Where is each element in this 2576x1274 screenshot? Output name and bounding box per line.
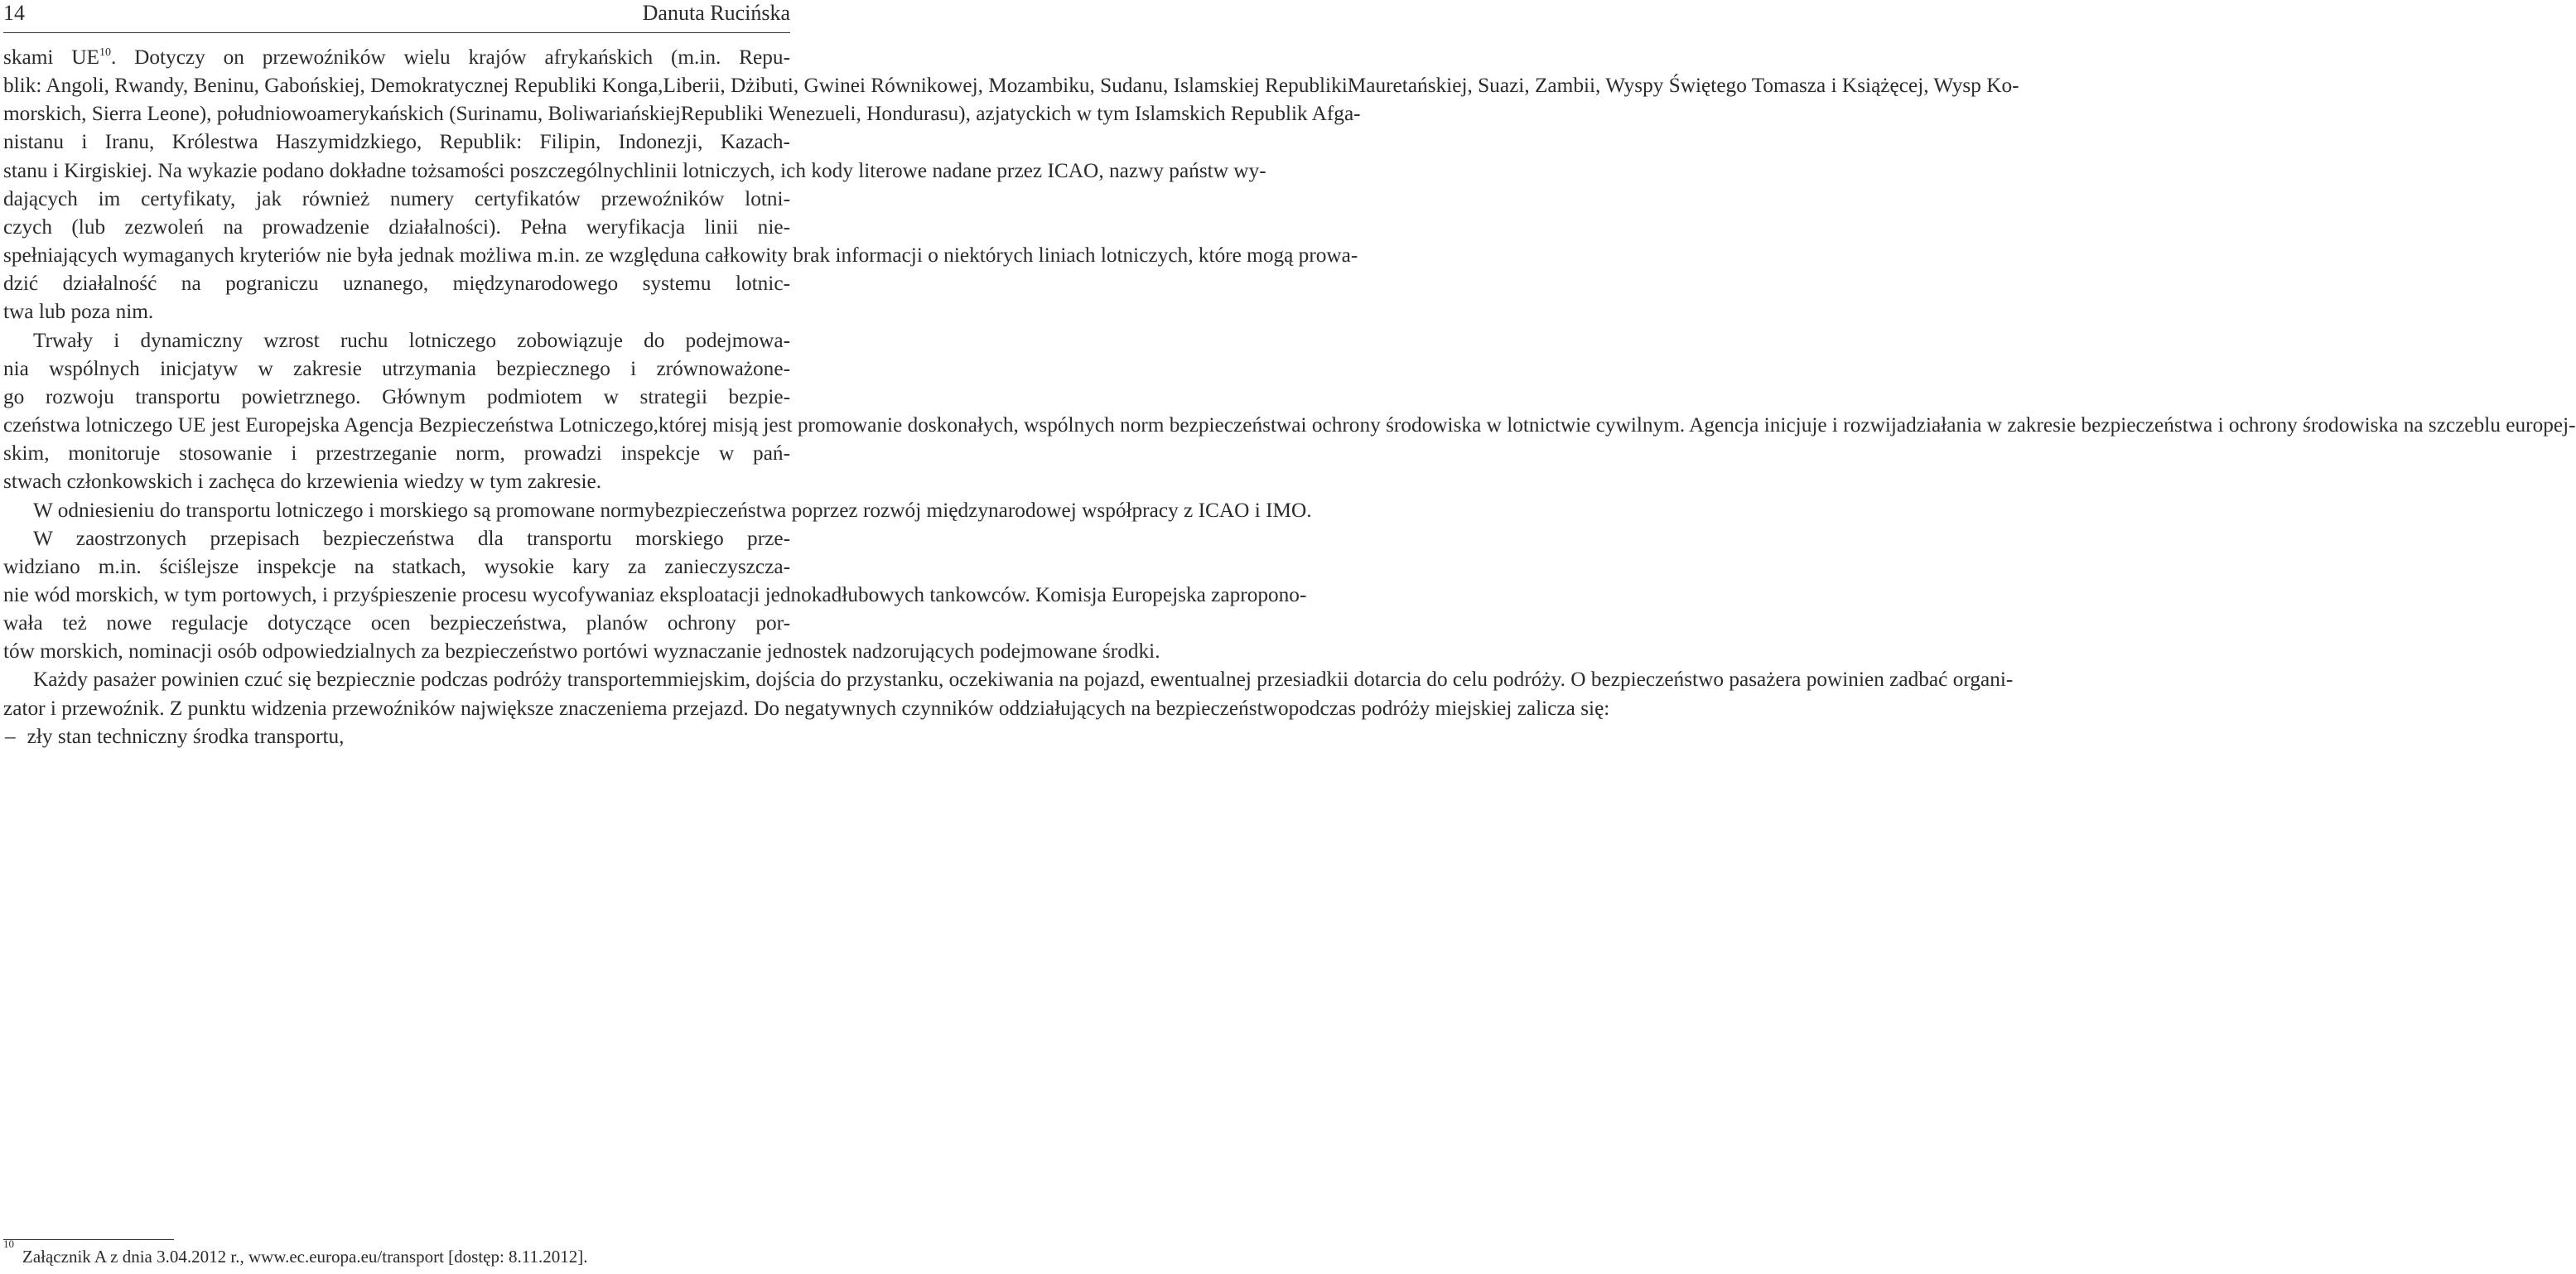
paragraph (3, 665, 2014, 721)
text-line: Mauretańskiej, Suazi, Zambii, Wyspy Świętego Tomasza i Książęcej, Wysp Ko- (1347, 74, 2019, 98)
footnote-text: Załącznik A z dnia 3.04.2012 r., www.ec.europa.eu/transport [dostęp: 8.11.2012]. (22, 1247, 588, 1267)
text-line: Republiki Wenezueli, Hondurasu), azjatyckich w tym Islamskich Republik Afga- (680, 102, 1361, 126)
paragraph (3, 43, 2019, 326)
text-line: na całkowity brak informacji o niektórych liniach lotniczych, które mogą prowa- (679, 244, 1358, 268)
text-line: z eksploatacji jednokadłubowych tankowców. Komisja Europejska zapropono- (644, 582, 1307, 606)
text-line: miejskim, dojścia do przystanku, oczekiwania na pojazd, ewentualnej przesiadki (667, 668, 1343, 692)
list-item (3, 722, 790, 750)
text-line: dzić działalność na pograniczu uznanego, międzynarodowego systemu lotnic- (3, 272, 790, 296)
text-line: dających im certyfikaty, jak również numery certyfikatów przewoźników lotni- (3, 186, 790, 210)
text-line: i dotarcia do celu podróży. O bezpieczeństwo pasażera powinien zadbać organi- (1343, 668, 2014, 692)
text-line: podczas podróży miejskiej zalicza się: (1288, 696, 1610, 720)
running-header (3, 0, 790, 33)
footnote-reference: 10 (99, 46, 111, 59)
text-line: Każdy pasażer powinien czuć się bezpiecznie podczas podróży transportem (33, 668, 668, 692)
footnote-divider (3, 1239, 174, 1240)
text-line: blik: Angoli, Rwandy, Beninu, Gabońskiej, Demokratycznej Republiki Konga, (3, 74, 663, 98)
text-line: stanu i Kirgiskiej. Na wykazie podano dokładne tożsamości poszczególnych (3, 158, 644, 182)
text-line: działania w zakresie bezpieczeństwa i ochrony środowiska na szczeblu europej- (1906, 413, 2576, 437)
text-line: stwach członkowskich i zachęca do krzewienia wiedzy w tym zakresie. (3, 470, 602, 494)
footnote-number: 10 (3, 1238, 14, 1250)
text-line: linii lotniczych, ich kody literowe nadane przez ICAO, nazwy państw wy- (644, 158, 1266, 182)
footnote (3, 1238, 588, 1269)
text-line: zator i przewoźnik. Z punktu widzenia przewoźników największe znaczenie (3, 696, 642, 720)
text-line: i wyznaczanie jednostek nadzorujących podejmowane środki. (642, 639, 1160, 664)
paragraph (3, 496, 1312, 524)
paragraph (3, 326, 2576, 496)
text-line: wała też nowe regulacje dotyczące ocen bezpieczeństwa, planów ochrony por- (3, 611, 790, 635)
text-fragment: . Dotyczy on przewoźników wielu krajów afrykańskich (m.in. Repu- (110, 46, 791, 69)
text-line: W odniesieniu do transportu lotniczego i morskiego są promowane normy (33, 498, 655, 522)
text-line: twa lub poza nim. (3, 300, 154, 324)
text-line: której misją jest promowanie doskonałych, wspólnych norm bezpieczeństwa (658, 413, 1301, 437)
text-line: go rozwoju transportu powietrznego. Głównym podmiotem w strategii bezpie- (3, 384, 790, 408)
text-line: Trwały i dynamiczny wzrost ruchu lotniczego zobowiązuje do podejmowa- (33, 328, 790, 352)
text-fragment: skami UE (3, 46, 99, 69)
list-item-text: zły stan techniczny środka transportu, (27, 724, 345, 748)
text-line: czych (lub zezwoleń na prowadzenie działalności). Pełna weryfikacja linii nie- (3, 215, 790, 239)
text-line: nie wód morskich, w tym portowych, i przyśpieszenie procesu wycofywania (3, 582, 645, 606)
paragraph (3, 524, 1307, 666)
text-line (3, 46, 790, 69)
running-author: Danuta Rucińska (642, 1, 790, 25)
text-line: W zaostrzonych przepisach bezpieczeństwa dla transportu morskiego prze- (33, 526, 790, 550)
text-line: bezpieczeństwa poprzez rozwój międzynarodowej współpracy z ICAO i IMO. (654, 498, 1312, 522)
text-line: widziano m.in. ściślejsze inspekcje na statkach, wysokie kary za zanieczyszcza- (3, 554, 790, 578)
text-line: tów morskich, nominacji osób odpowiedzialnych za bezpieczeństwo portów (3, 639, 643, 664)
page-number: 14 (3, 1, 25, 25)
text-line: i ochrony środowiska w lotnictwie cywilnym. Agencja inicjuje i rozwija (1300, 413, 1907, 437)
text-line: morskich, Sierra Leone), południowoamerykańskich (Surinamu, Boliwariańskiej (3, 102, 681, 126)
text-line: nistanu i Iranu, Królestwa Haszymidzkiego, Republik: Filipin, Indonezji, Kazach- (3, 130, 790, 154)
text-line: ma przejazd. Do negatywnych czynników oddziałujących na bezpieczeństwo (641, 696, 1289, 720)
text-line: spełniających wymaganych kryteriów nie była jednak możliwa m.in. ze względu (3, 244, 680, 268)
text-line: czeństwa lotniczego UE jest Europejska Agencja Bezpieczeństwa Lotniczego, (3, 413, 658, 437)
list-bullet: – (5, 724, 16, 748)
text-line: Liberii, Dżibuti, Gwinei Równikowej, Mozambiku, Sudanu, Islamskiej Republiki (663, 74, 1348, 98)
text-line: nia wspólnych inicjatyw w zakresie utrzymania bezpiecznego i zrównoważone- (3, 356, 790, 380)
text-line: skim, monitoruje stosowanie i przestrzeganie norm, prowadzi inspekcje w pań- (3, 442, 790, 466)
body-text (3, 43, 2576, 750)
